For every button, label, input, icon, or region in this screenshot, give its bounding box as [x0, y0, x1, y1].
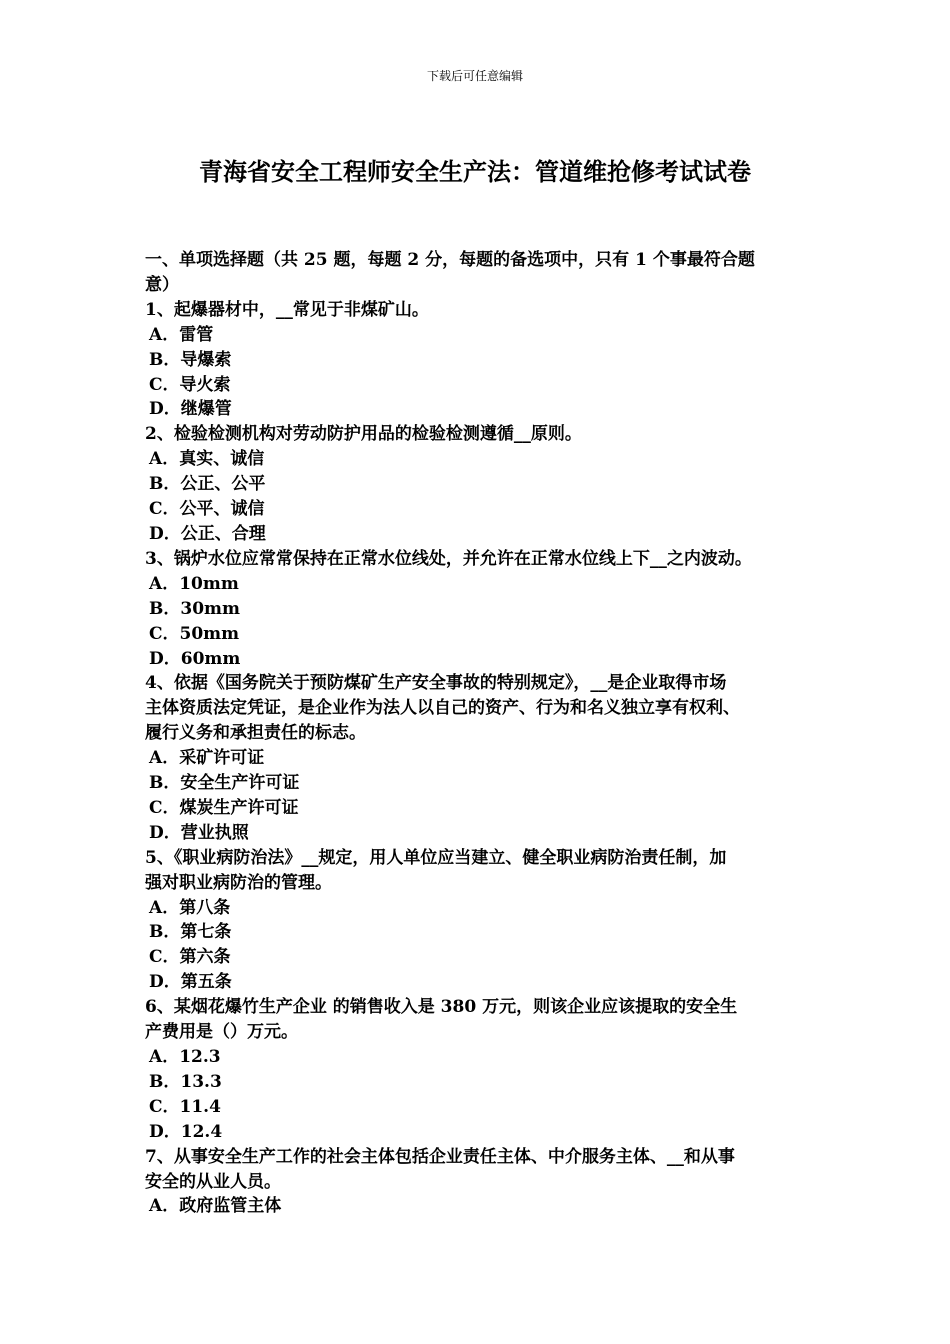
option-b: B．公正、公平: [149, 474, 266, 495]
option-c: C．导火索: [149, 374, 231, 395]
question-text: 5、《职业病防治法》__规定，用人单位应当建立、健全职业病防治责任制，加: [145, 847, 727, 868]
section-heading-line-2: 意）: [145, 274, 179, 295]
option-a: A．采矿许可证: [149, 748, 265, 769]
question-3: [145, 547, 815, 672]
option-a: A．10mm: [149, 573, 239, 594]
option-c: C．50mm: [149, 623, 240, 644]
option-d: D．第五条: [149, 972, 232, 993]
option-c: C．11.4: [149, 1096, 221, 1117]
option-b: B．导爆索: [149, 349, 232, 370]
question-4: [145, 671, 815, 845]
question-text: 履行义务和承担责任的标志。: [145, 723, 366, 744]
question-2: [145, 422, 815, 547]
question-text: 3、锅炉水位应常常保持在正常水位线处，并允许在正常水位线上下__之内波动。: [145, 548, 752, 569]
option-b: B．30mm: [149, 598, 241, 619]
option-a: A．政府监管主体: [149, 1196, 282, 1217]
question-text: 产费用是（）万元。: [145, 1022, 298, 1043]
question-text: 1、起爆器材中，__常见于非煤矿山。: [145, 299, 429, 320]
exam-content: [145, 248, 815, 1219]
option-c: C．公平、诚信: [149, 499, 265, 520]
option-c: C．第六条: [149, 947, 231, 968]
option-a: A．12.3: [149, 1047, 221, 1067]
option-d: D．继爆管: [149, 399, 232, 420]
option-a: A．雷管: [149, 324, 214, 345]
option-d: D．营业执照: [149, 822, 249, 843]
option-a: A．真实、诚信: [149, 449, 265, 470]
section-heading-line-1: 一、单项选择题（共 25 题，每题 2 分，每题的备选项中，只有 1 个事最符合题: [145, 250, 755, 270]
question-text: 7、从事安全生产工作的社会主体包括企业责任主体、中介服务主体、__和从事: [145, 1146, 735, 1167]
option-a: A．第八条: [149, 897, 231, 918]
option-d: D．60mm: [149, 648, 241, 669]
question-6: [145, 995, 815, 1144]
question-text: 2、检验检测机构对劳动防护用品的检验检测遵循__原则。: [145, 424, 582, 445]
option-b: B．第七条: [149, 922, 232, 943]
question-7: [145, 1145, 815, 1220]
option-b: B．安全生产许可证: [149, 773, 300, 794]
question-5: [145, 846, 815, 995]
option-c: C．煤炭生产许可证: [149, 797, 299, 818]
question-text: 4、依据《国务院关于预防煤矿生产安全事故的特别规定》，__是企业取得市场: [145, 673, 727, 694]
option-d: D．公正、合理: [149, 523, 266, 544]
option-b: B．13.3: [149, 1071, 222, 1092]
question-text: 强对职业病防治的管理。: [145, 872, 332, 893]
option-d: D．12.4: [149, 1121, 223, 1142]
question-text: 安全的从业人员。: [145, 1171, 281, 1192]
question-text: 主体资质法定凭证，是企业作为法人以自己的资产、行为和名义独立享有权利、: [145, 698, 740, 719]
download-note: 下载后可任意编辑: [426, 69, 523, 83]
document-title: 青海省安全工程师安全生产法：管道维抢修考试试卷: [199, 157, 751, 186]
question-1: [145, 298, 815, 423]
question-text: 6、某烟花爆竹生产企业 的销售收入是 380 万元，则该企业应该提取的安全生: [145, 997, 738, 1018]
